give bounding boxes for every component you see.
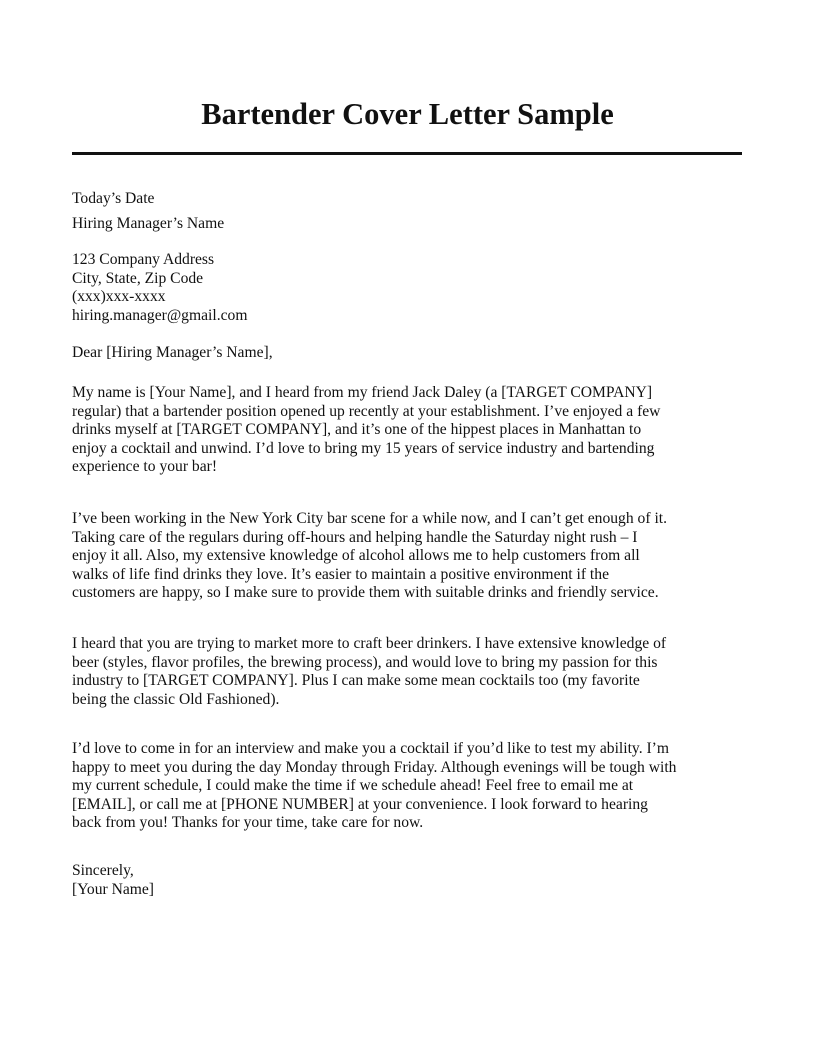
paragraph-line: [EMAIL], or call me at [PHONE NUMBER] at your convenience. I look forward to hearing [72,795,648,813]
paragraph-line: I’ve been working in the New York City bar scene for a while now, and I can’t get enough of it. [72,510,668,527]
paragraph-line: experience to your bar! [72,458,218,476]
paragraph-line: regular) that a bartender position opened up recently at your establishment. I’ve enjoyed a few [72,402,661,420]
address-phone: (xxx)xxx-xxxx [72,288,166,306]
paragraph-line: I heard that you are trying to market more to craft beer drinkers. I have extensive knowledge of [72,635,667,652]
paragraph-line: beer (styles, flavor profiles, the brewing process), and would love to bring my passion for this [72,653,658,671]
date-line: Today’s Date [72,190,155,207]
paragraph-line: enjoy a cocktail and unwind. I’d love to bring my 15 years of service industry and bartending [72,439,655,457]
document-title: Bartender Cover Letter Sample [201,97,614,131]
paragraph-line: enjoy it all. Also, my extensive knowledge of alcohol allows me to help customers from all [72,547,640,565]
paragraph-line: drinks myself at [TARGET COMPANY], and it’s one of the hippest places in Manhattan to [72,421,642,439]
address-city: City, State, Zip Code [72,269,204,287]
paragraph-line: happy to meet you during the day Monday through Friday. Although evenings will be tough with [72,758,677,776]
address-block [72,251,742,325]
paragraph-line: being the classic Old Fashioned). [72,690,280,708]
paragraph-line: I’d love to come in for an interview and make you a cocktail if you’d like to test my ability. I’m [72,740,670,757]
paragraph-line: My name is [Your Name], and I heard from my friend Jack Daley (a [TARGET COMPANY] [72,384,653,401]
closing-signoff: Sincerely, [72,862,134,879]
paragraph-line: walks of life find drinks they love. It’s easier to maintain a positive environment if the [72,565,609,583]
paragraph-1 [72,384,742,477]
manager-name-line: Hiring Manager’s Name [72,214,225,232]
paragraph-line: my current schedule, I could make the time if we schedule ahead! Feel free to email me at [72,777,634,795]
closing-block [72,862,742,899]
paragraph-3 [72,635,742,709]
closing-name: [Your Name] [72,880,155,898]
paragraph-2 [72,510,742,603]
paragraph-line: Taking care of the regulars during off-hours and helping handle the Saturday night rush – I [72,528,638,546]
address-street: 123 Company Address [72,251,215,268]
paragraph-4 [72,740,742,833]
date-block [72,190,742,233]
title-divider [72,152,742,155]
paragraph-line: back from you! Thanks for your time, take care for now. [72,814,424,832]
address-email: hiring.manager@gmail.com [72,306,248,324]
salutation: Dear [Hiring Manager’s Name], [72,344,273,361]
paragraph-line: industry to [TARGET COMPANY]. Plus I can make some mean cocktails too (my favorite [72,672,640,690]
paragraph-line: customers are happy, so I make sure to provide them with suitable drinks and friendly service. [72,584,659,602]
